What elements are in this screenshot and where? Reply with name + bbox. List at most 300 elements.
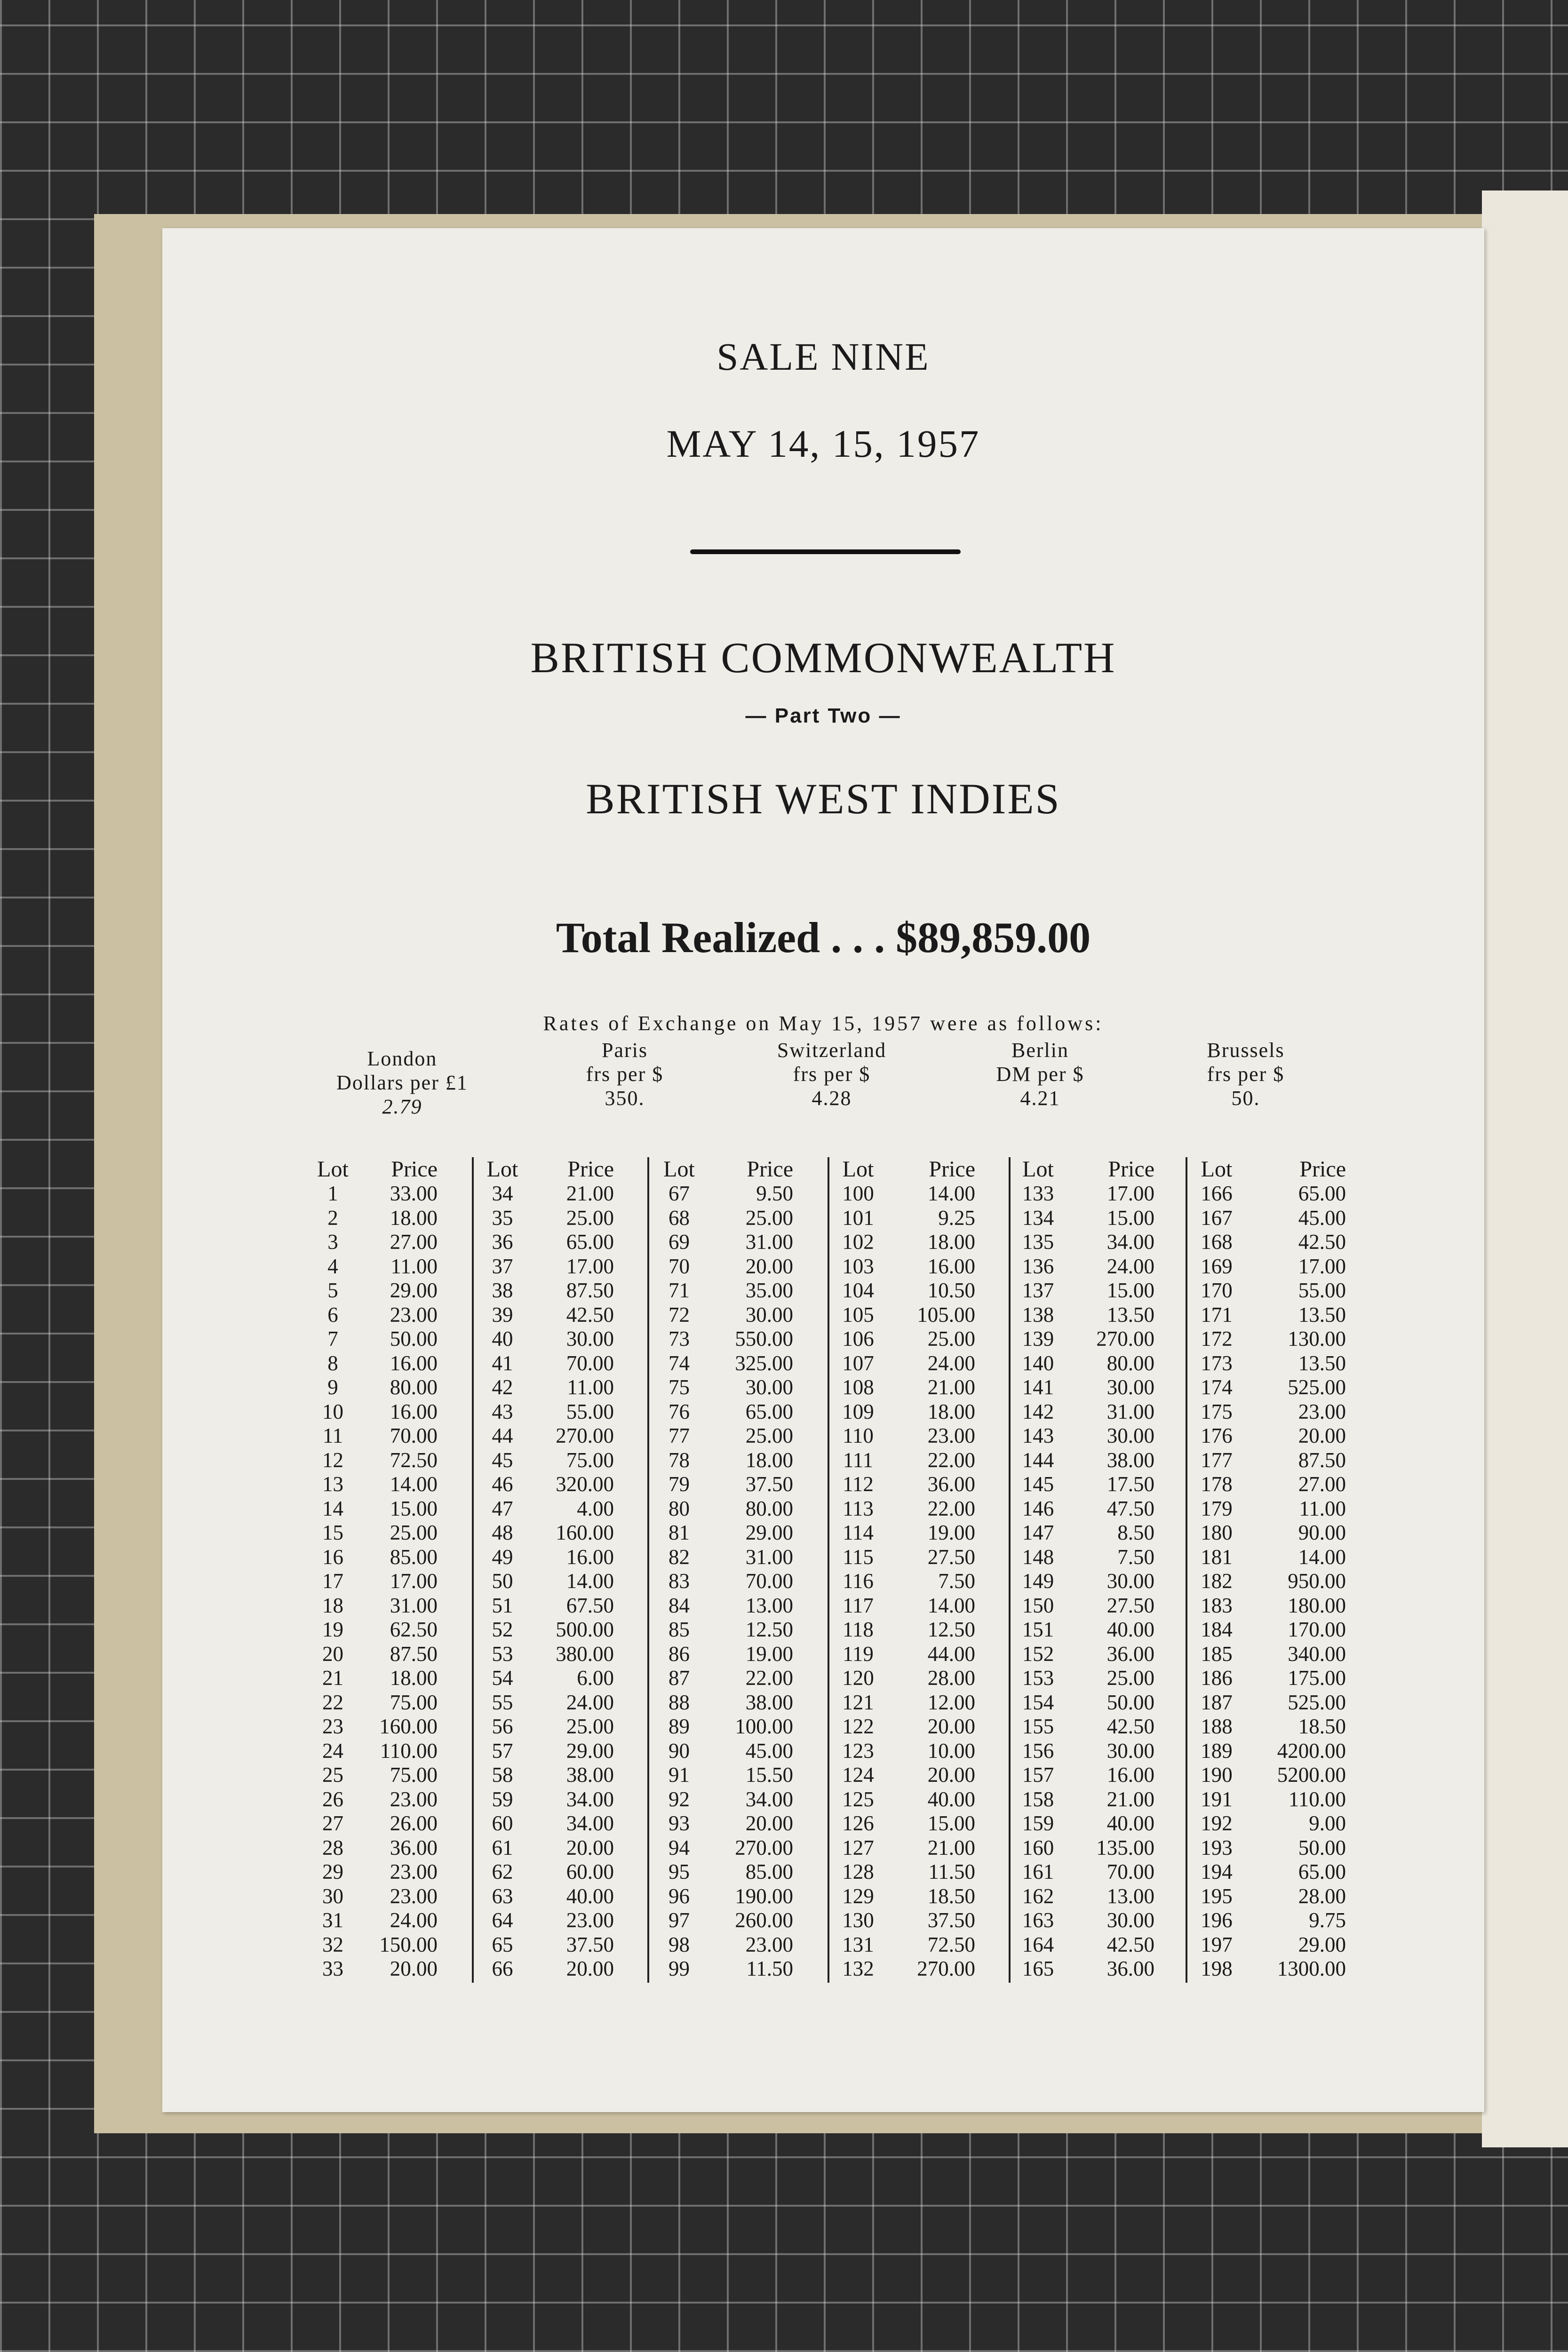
lot-number: 108 — [842, 1375, 874, 1399]
lot-number: 198 — [1201, 1957, 1233, 1980]
lot-price: 35.00 — [745, 1279, 793, 1302]
lot-number: 111 — [843, 1448, 874, 1472]
lot-price: 33.00 — [390, 1182, 438, 1205]
lot-number: 157 — [1022, 1763, 1054, 1787]
lot-header: Lot — [1022, 1157, 1054, 1182]
lot-price: 26.00 — [390, 1812, 438, 1835]
lot-number: 45 — [492, 1448, 513, 1472]
lot-price: 340.00 — [1288, 1642, 1346, 1666]
lot-number: 110 — [843, 1424, 874, 1447]
lot-number: 121 — [842, 1690, 874, 1714]
results-column-6 — [1191, 1157, 1369, 1983]
lot-number: 9 — [327, 1375, 338, 1399]
lot-number: 19 — [322, 1618, 343, 1641]
lot-price: 17.00 — [1106, 1182, 1154, 1205]
lot-number: 52 — [492, 1618, 513, 1641]
lot-price: 22.00 — [927, 1448, 975, 1472]
lot-price: 1300.00 — [1277, 1957, 1346, 1980]
lot-price: 16.00 — [566, 1545, 614, 1569]
lot-number: 62 — [492, 1860, 513, 1883]
lot-number: 4 — [327, 1254, 338, 1278]
lot-number: 85 — [669, 1618, 690, 1641]
lot-price: 45.00 — [1298, 1206, 1346, 1230]
lot-number: 194 — [1201, 1860, 1233, 1883]
lot-number: 166 — [1201, 1182, 1233, 1205]
lot-price: 950.00 — [1288, 1569, 1346, 1593]
results-column-2 — [477, 1157, 649, 1983]
lot-number: 95 — [669, 1860, 690, 1883]
lot-list — [832, 1182, 884, 1981]
lot-price: 23.00 — [566, 1908, 614, 1932]
lot-price: 37.50 — [927, 1908, 975, 1932]
lot-price: 17.00 — [390, 1569, 438, 1593]
lot-price: 23.00 — [390, 1860, 438, 1883]
lot-price: 87.50 — [566, 1279, 614, 1302]
lot-number: 42 — [492, 1375, 513, 1399]
lot-number: 87 — [669, 1666, 690, 1690]
lot-number: 58 — [492, 1763, 513, 1787]
lot-number: 134 — [1022, 1206, 1054, 1230]
results-column-1 — [310, 1157, 474, 1983]
lot-number: 122 — [842, 1715, 874, 1738]
lot-number: 60 — [492, 1812, 513, 1835]
lot-number: 69 — [669, 1230, 690, 1254]
lot-price: 10.50 — [927, 1279, 975, 1302]
lot-price: 44.00 — [927, 1642, 975, 1666]
lot-price: 110.00 — [1288, 1787, 1346, 1811]
lot-number: 74 — [669, 1351, 690, 1375]
lot-number: 70 — [669, 1254, 690, 1278]
lot-number: 10 — [322, 1399, 343, 1423]
lot-number: 168 — [1201, 1230, 1233, 1254]
lot-price: 17.00 — [1298, 1254, 1346, 1278]
lot-number: 49 — [492, 1545, 513, 1569]
lot-price: 18.00 — [745, 1448, 793, 1472]
region-heading: BRITISH WEST INDIES — [586, 775, 1061, 823]
lot-price: 13.00 — [1106, 1884, 1154, 1908]
lot-number: 192 — [1201, 1812, 1233, 1835]
lot-number: 8 — [327, 1351, 338, 1375]
lot-price: 12.00 — [927, 1690, 975, 1714]
lot-price: 11.00 — [1299, 1496, 1346, 1520]
lot-number: 113 — [843, 1496, 874, 1520]
lot-price: 29.00 — [745, 1521, 793, 1544]
lot-number: 17 — [322, 1569, 343, 1593]
lot-price: 24.00 — [1106, 1254, 1154, 1278]
lot-price: 37.50 — [566, 1932, 614, 1956]
lot-price: 23.00 — [390, 1884, 438, 1908]
lot-price: 20.00 — [566, 1957, 614, 1980]
lot-number: 105 — [842, 1303, 874, 1327]
lot-list — [477, 1182, 528, 1981]
lot-number: 83 — [669, 1569, 690, 1593]
lot-number: 137 — [1022, 1279, 1054, 1302]
lot-price: 47.50 — [1106, 1496, 1154, 1520]
lot-price: 50.00 — [1298, 1836, 1346, 1859]
lot-price: 320.00 — [556, 1472, 614, 1496]
lot-price: 15.00 — [1106, 1206, 1154, 1230]
lot-price: 70.00 — [1106, 1860, 1154, 1883]
lot-price: 380.00 — [556, 1642, 614, 1666]
lot-price: 23.00 — [745, 1932, 793, 1956]
lot-number: 142 — [1022, 1399, 1054, 1423]
results-column-3 — [652, 1157, 829, 1983]
lot-price: 160.00 — [556, 1521, 614, 1544]
lot-number: 88 — [669, 1690, 690, 1714]
lot-number: 50 — [492, 1569, 513, 1593]
lot-price: 55.00 — [1298, 1279, 1346, 1302]
lot-price: 55.00 — [566, 1399, 614, 1423]
lot-price: 42.50 — [1106, 1715, 1154, 1738]
lot-number: 16 — [322, 1545, 343, 1569]
lot-price: 25.00 — [1106, 1666, 1154, 1690]
lot-number: 35 — [492, 1206, 513, 1230]
lot-price: 34.00 — [745, 1787, 793, 1811]
lot-number: 109 — [842, 1399, 874, 1423]
lot-number: 7 — [327, 1327, 338, 1351]
lot-number: 155 — [1022, 1715, 1054, 1738]
lot-number: 152 — [1022, 1642, 1054, 1666]
lot-price: 21.00 — [927, 1836, 975, 1859]
lot-price: 19.00 — [927, 1521, 975, 1544]
lot-price: 40.00 — [566, 1884, 614, 1908]
results-column-5 — [1013, 1157, 1187, 1983]
lot-number: 107 — [842, 1351, 874, 1375]
lot-price: 20.00 — [745, 1812, 793, 1835]
lot-price: 12.50 — [927, 1618, 975, 1641]
lot-price: 23.00 — [927, 1424, 975, 1447]
lot-number: 183 — [1201, 1593, 1233, 1617]
rate-value: 50. — [1231, 1087, 1260, 1110]
lot-number: 165 — [1022, 1957, 1054, 1980]
rate-london — [336, 1047, 468, 1119]
lot-number: 79 — [669, 1472, 690, 1496]
lot-number: 141 — [1022, 1375, 1054, 1399]
price-header: Price — [1108, 1157, 1154, 1182]
lot-number: 46 — [492, 1472, 513, 1496]
lot-number: 54 — [492, 1666, 513, 1690]
lot-price: 180.00 — [1288, 1593, 1346, 1617]
lot-number: 186 — [1201, 1666, 1233, 1690]
rate-brussels — [1207, 1038, 1284, 1110]
lot-price: 13.50 — [1298, 1351, 1346, 1375]
lot-number: 185 — [1201, 1642, 1233, 1666]
lot-number: 24 — [322, 1739, 343, 1763]
lot-number: 82 — [669, 1545, 690, 1569]
lot-number: 39 — [492, 1303, 513, 1327]
lot-number: 160 — [1022, 1836, 1054, 1859]
lot-price: 20.00 — [566, 1836, 614, 1859]
lot-price: 31.00 — [745, 1545, 793, 1569]
lot-price: 11.00 — [567, 1375, 614, 1399]
lot-price: 16.00 — [390, 1351, 438, 1375]
lot-number: 37 — [492, 1254, 513, 1278]
lot-price: 4200.00 — [1277, 1739, 1346, 1763]
lot-price: 80.00 — [1106, 1351, 1154, 1375]
lot-number: 145 — [1022, 1472, 1054, 1496]
lot-price: 20.00 — [745, 1254, 793, 1278]
lot-number: 143 — [1022, 1424, 1054, 1447]
lot-price: 80.00 — [745, 1496, 793, 1520]
lot-number: 72 — [669, 1303, 690, 1327]
lot-price: 7.50 — [938, 1569, 975, 1593]
lot-price: 29.00 — [1298, 1932, 1346, 1956]
lot-number: 15 — [322, 1521, 343, 1544]
lot-number: 131 — [842, 1932, 874, 1956]
lot-number: 57 — [492, 1739, 513, 1763]
lot-price: 8.50 — [1117, 1521, 1154, 1544]
price-list — [533, 1182, 614, 1981]
rate-unit: frs per $ — [793, 1063, 871, 1086]
lot-price: 34.00 — [566, 1787, 614, 1811]
lot-price: 65.00 — [745, 1399, 793, 1423]
lot-price: 525.00 — [1288, 1690, 1346, 1714]
lot-price: 45.00 — [745, 1739, 793, 1763]
lot-number: 123 — [842, 1739, 874, 1763]
lot-number: 2 — [327, 1206, 338, 1230]
lot-price: 27.50 — [1106, 1593, 1154, 1617]
lot-price: 16.00 — [1106, 1763, 1154, 1787]
lot-price: 23.00 — [390, 1787, 438, 1811]
lot-price: 22.00 — [745, 1666, 793, 1690]
lot-number: 59 — [492, 1787, 513, 1811]
lot-price: 28.00 — [927, 1666, 975, 1690]
price-header: Price — [929, 1157, 975, 1182]
rate-unit: Dollars per £1 — [336, 1071, 468, 1094]
lot-list — [652, 1182, 706, 1981]
sale-dates: MAY 14, 15, 1957 — [666, 422, 980, 465]
lot-price: 15.00 — [390, 1496, 438, 1520]
lot-number: 126 — [842, 1812, 874, 1835]
lot-number: 75 — [669, 1375, 690, 1399]
lot-price: 20.00 — [390, 1957, 438, 1980]
lot-number: 163 — [1022, 1908, 1054, 1932]
rate-city: Berlin — [1011, 1039, 1069, 1062]
lot-price: 36.00 — [927, 1472, 975, 1496]
lot-price: 30.00 — [1106, 1375, 1154, 1399]
lot-list — [1013, 1182, 1063, 1981]
lot-number: 196 — [1201, 1908, 1233, 1932]
lot-number: 22 — [322, 1690, 343, 1714]
lot-number: 12 — [322, 1448, 343, 1472]
lot-number: 66 — [492, 1957, 513, 1980]
lot-price: 17.50 — [1106, 1472, 1154, 1496]
lot-price: 65.00 — [1298, 1182, 1346, 1205]
lot-price: 67.50 — [566, 1593, 614, 1617]
lot-price: 270.00 — [556, 1424, 614, 1447]
lot-price: 160.00 — [379, 1715, 438, 1738]
lot-price: 40.00 — [1106, 1812, 1154, 1835]
lot-price: 50.00 — [1106, 1690, 1154, 1714]
lot-number: 25 — [322, 1763, 343, 1787]
lot-price: 20.00 — [927, 1763, 975, 1787]
lot-price: 16.00 — [390, 1399, 438, 1423]
lot-number: 135 — [1022, 1230, 1054, 1254]
rate-berlin — [996, 1038, 1084, 1110]
lot-number: 182 — [1201, 1569, 1233, 1593]
lot-price: 18.50 — [1298, 1715, 1346, 1738]
lot-price: 29.00 — [390, 1279, 438, 1302]
lot-number: 29 — [322, 1860, 343, 1883]
lot-price: 500.00 — [556, 1618, 614, 1641]
lot-number: 167 — [1201, 1206, 1233, 1230]
lot-price: 31.00 — [1106, 1399, 1154, 1423]
lot-price: 15.50 — [745, 1763, 793, 1787]
lot-number: 133 — [1022, 1182, 1054, 1205]
rate-switzerland — [777, 1038, 886, 1110]
lot-number: 64 — [492, 1908, 513, 1932]
lot-number: 146 — [1022, 1496, 1054, 1520]
lot-number: 65 — [492, 1932, 513, 1956]
lot-price: 28.00 — [1298, 1884, 1346, 1908]
lot-number: 197 — [1201, 1932, 1233, 1956]
lot-price: 325.00 — [735, 1351, 793, 1375]
lot-price: 27.00 — [1298, 1472, 1346, 1496]
lot-price: 23.00 — [390, 1303, 438, 1327]
lot-price: 260.00 — [735, 1908, 793, 1932]
lot-price: 38.00 — [1106, 1448, 1154, 1472]
lot-price: 37.50 — [745, 1472, 793, 1496]
lot-number: 80 — [669, 1496, 690, 1520]
lot-number: 191 — [1201, 1787, 1233, 1811]
lot-number: 139 — [1022, 1327, 1054, 1351]
price-header: Price — [747, 1157, 793, 1182]
lot-price: 62.50 — [390, 1618, 438, 1641]
price-list — [367, 1182, 438, 1981]
lot-price: 9.50 — [756, 1182, 793, 1205]
lot-price: 20.00 — [927, 1715, 975, 1738]
price-list — [889, 1182, 975, 1981]
lot-number: 104 — [842, 1279, 874, 1302]
price-list — [1070, 1182, 1154, 1981]
lot-price: 20.00 — [1298, 1424, 1346, 1447]
lot-price: 36.00 — [1106, 1957, 1154, 1980]
price-header: Price — [1299, 1157, 1346, 1182]
lot-number: 102 — [842, 1230, 874, 1254]
lot-number: 76 — [669, 1399, 690, 1423]
lot-number: 125 — [842, 1787, 874, 1811]
facing-page — [1482, 191, 1568, 2147]
lot-number: 138 — [1022, 1303, 1054, 1327]
lot-number: 124 — [842, 1763, 874, 1787]
lot-number: 106 — [842, 1327, 874, 1351]
lot-price: 21.00 — [1106, 1787, 1154, 1811]
lot-number: 18 — [322, 1593, 343, 1617]
lot-price: 105.00 — [917, 1303, 975, 1327]
lot-number: 44 — [492, 1424, 513, 1447]
lot-number: 173 — [1201, 1351, 1233, 1375]
lot-price: 6.00 — [577, 1666, 614, 1690]
lot-number: 90 — [669, 1739, 690, 1763]
lot-price: 11.50 — [746, 1957, 793, 1980]
lot-number: 30 — [322, 1884, 343, 1908]
lot-price: 29.00 — [566, 1739, 614, 1763]
lot-number: 114 — [843, 1521, 874, 1544]
lot-price: 85.00 — [745, 1860, 793, 1883]
lot-price: 80.00 — [390, 1375, 438, 1399]
lot-price: 25.00 — [927, 1327, 975, 1351]
lot-number: 178 — [1201, 1472, 1233, 1496]
rate-value: 4.28 — [812, 1087, 852, 1110]
lot-number: 147 — [1022, 1521, 1054, 1544]
lot-number: 51 — [492, 1593, 513, 1617]
lot-price: 42.50 — [1106, 1932, 1154, 1956]
lot-number: 98 — [669, 1932, 690, 1956]
rate-unit: frs per $ — [586, 1063, 664, 1086]
lot-price: 50.00 — [390, 1327, 438, 1351]
lot-price: 18.00 — [927, 1230, 975, 1254]
lot-number: 38 — [492, 1279, 513, 1302]
lot-number: 119 — [843, 1642, 874, 1666]
lot-number: 149 — [1022, 1569, 1054, 1593]
lot-price: 14.00 — [566, 1569, 614, 1593]
rate-paris — [586, 1038, 664, 1110]
lot-number: 129 — [842, 1884, 874, 1908]
lot-price: 65.00 — [566, 1230, 614, 1254]
lot-number: 181 — [1201, 1545, 1233, 1569]
lot-price: 17.00 — [566, 1254, 614, 1278]
lot-price: 30.00 — [1106, 1569, 1154, 1593]
lot-number: 93 — [669, 1812, 690, 1835]
lot-price: 525.00 — [1288, 1375, 1346, 1399]
lot-price: 25.00 — [745, 1206, 793, 1230]
lot-number: 130 — [842, 1908, 874, 1932]
lot-price: 270.00 — [917, 1957, 975, 1980]
lot-price: 18.50 — [927, 1884, 975, 1908]
lot-price: 25.00 — [390, 1521, 438, 1544]
lot-number: 120 — [842, 1666, 874, 1690]
lot-price: 25.00 — [566, 1715, 614, 1738]
lot-price: 12.50 — [745, 1618, 793, 1641]
lot-number: 92 — [669, 1787, 690, 1811]
lot-number: 34 — [492, 1182, 513, 1205]
lot-header: Lot — [1201, 1157, 1233, 1182]
lot-number: 77 — [669, 1424, 690, 1447]
lot-number: 68 — [669, 1206, 690, 1230]
lot-price: 13.00 — [745, 1593, 793, 1617]
lot-price: 34.00 — [1106, 1230, 1154, 1254]
lot-number: 128 — [842, 1860, 874, 1883]
sale-title: SALE NINE — [716, 335, 930, 378]
total-realized: Total Realized . . . $89,859.00 — [556, 914, 1091, 961]
lot-number: 132 — [842, 1957, 874, 1980]
lot-number: 169 — [1201, 1254, 1233, 1278]
lot-number: 188 — [1201, 1715, 1233, 1738]
lot-price: 75.00 — [390, 1763, 438, 1787]
lot-price: 270.00 — [735, 1836, 793, 1859]
lot-price: 75.00 — [390, 1690, 438, 1714]
lot-number: 33 — [322, 1957, 343, 1980]
lot-price: 42.50 — [1298, 1230, 1346, 1254]
lot-number: 100 — [842, 1182, 874, 1205]
lot-price: 31.00 — [390, 1593, 438, 1617]
lot-price: 30.00 — [745, 1303, 793, 1327]
lot-price: 22.00 — [927, 1496, 975, 1520]
lot-price: 24.00 — [390, 1908, 438, 1932]
lot-number: 41 — [492, 1351, 513, 1375]
rate-unit: DM per $ — [996, 1063, 1084, 1086]
lot-price: 110.00 — [380, 1739, 438, 1763]
lot-number: 174 — [1201, 1375, 1233, 1399]
rate-city: Brussels — [1207, 1039, 1285, 1062]
lot-number: 161 — [1022, 1860, 1054, 1883]
lot-number: 56 — [492, 1715, 513, 1738]
lot-price: 30.00 — [1106, 1908, 1154, 1932]
lot-number: 21 — [322, 1666, 343, 1690]
lot-number: 94 — [669, 1836, 690, 1859]
lot-price: 25.00 — [745, 1424, 793, 1447]
lot-number: 159 — [1022, 1812, 1054, 1835]
